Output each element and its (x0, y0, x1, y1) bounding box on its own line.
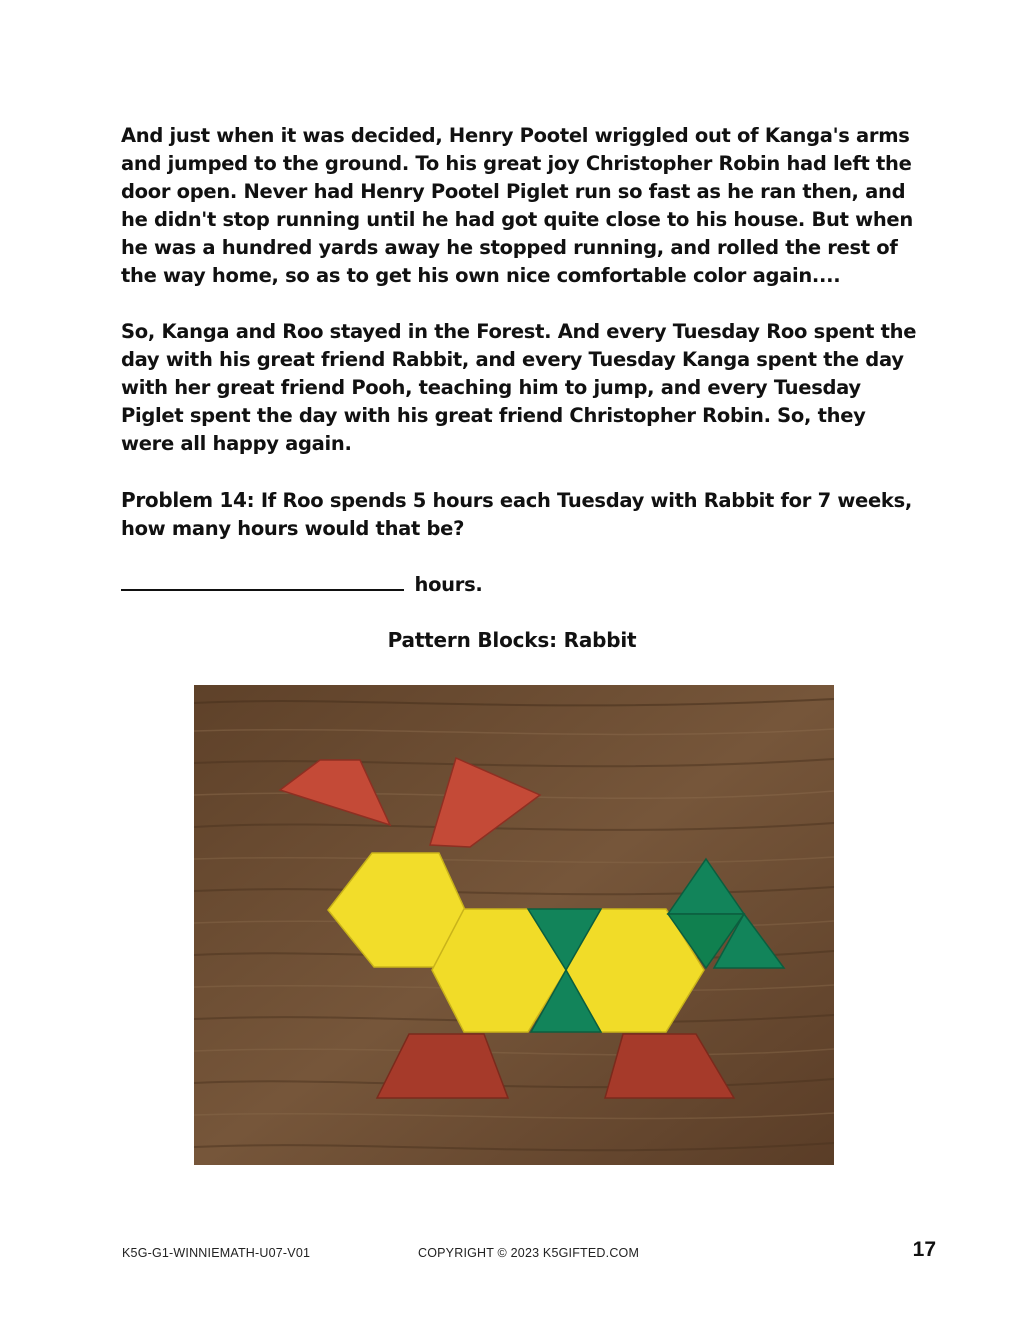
page-number: 17 (912, 1238, 936, 1261)
story-content (121, 122, 921, 599)
answer-blank[interactable] (121, 571, 404, 591)
figure-title: Pattern Blocks: Rabbit (387, 628, 637, 652)
rabbit-illustration (194, 685, 834, 1165)
footer-code: K5G-G1-WINNIEMATH-U07-V01 (122, 1246, 311, 1260)
story-paragraph-2: So, Kanga and Roo stayed in the Forest. And every Tuesday Roo spent the day with his great friend Rabbit, and every Tuesday Kanga spent the day with her great friend Pooh, teaching him to jump, and every Tuesday Piglet spent the day with his great friend Christopher Robin. So, they were all happy again. (121, 320, 917, 455)
story-paragraph-1: And just when it was decided, Henry Pootel wriggled out of Kanga's arms and jumped to the ground. To his great joy Christopher Robin had left the door open. Never had Henry Pootel Piglet run so fast as he ran then, and he didn't stop running until he had got quite close to his house. But when he was a hundred yards away he stopped running, and rolled the rest of the way home, so as to get his own nice comfortable color again.... (121, 124, 913, 287)
problem-text: If Roo spends 5 hours each Tuesday with Rabbit for 7 weeks, how many hours would that be? (121, 489, 912, 540)
problem-14 (121, 486, 921, 543)
rabbit-pattern-blocks-photo (194, 685, 834, 1165)
problem-label: Problem 14: (121, 488, 255, 512)
footer-copyright: COPYRIGHT © 2023 K5GIFTED.COM (418, 1246, 640, 1260)
answer-line (121, 571, 921, 599)
answer-unit: hours. (414, 573, 483, 596)
